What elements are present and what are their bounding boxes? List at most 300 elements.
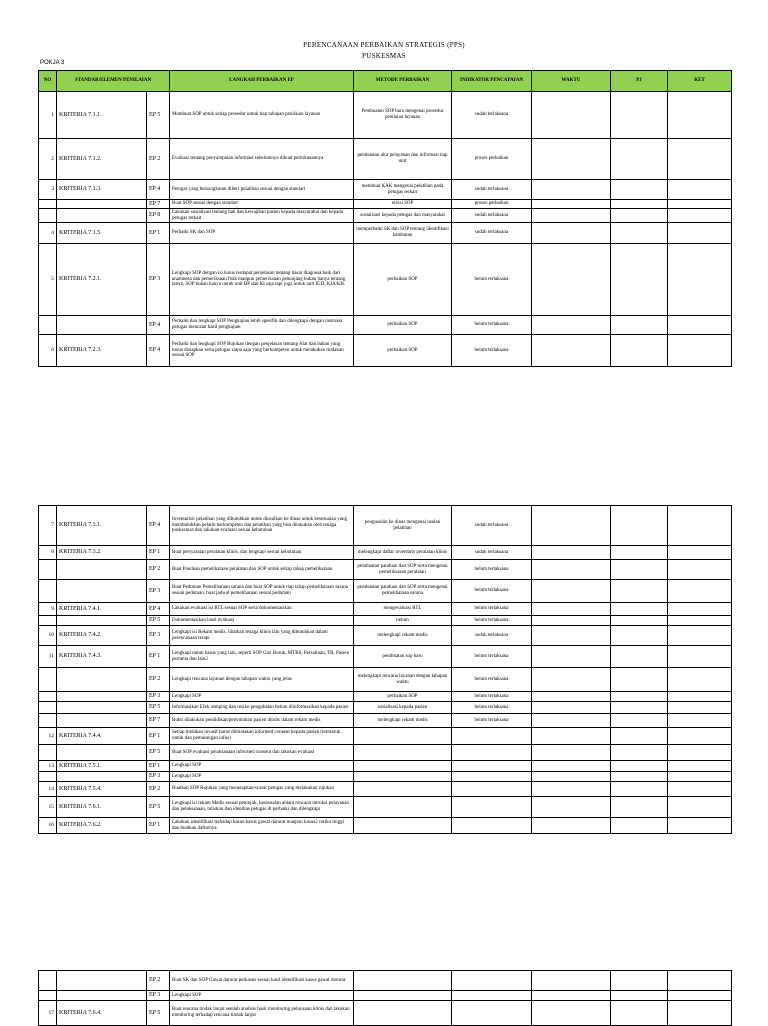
cell-langkah: Lakukan sosialisasi tentang hak dan kewajiban pasien kepada masyarakat dan kepada petugas terkait: [170, 209, 354, 223]
cell-ep: EP 2: [147, 139, 170, 180]
cell-standar: KRITERIA 7.2.1.: [57, 244, 147, 316]
cell-waktu: [532, 714, 611, 728]
cell-ep: EP 4: [147, 180, 170, 200]
cell-metode: Pembuatan SOP baru mengenai prosedur penilaian layanan: [354, 92, 452, 139]
cell-pj: [611, 782, 668, 797]
cell-ket: [668, 603, 732, 616]
cell-langkah: Buat SOP sesuai dengan standart: [170, 200, 354, 209]
cell-waktu: [532, 1001, 611, 1026]
cell-pj: [611, 991, 668, 1001]
cell-waktu: [532, 316, 611, 335]
cell-pj: [611, 180, 668, 200]
cell-indikator: [452, 782, 532, 797]
cell-ket: [668, 797, 732, 818]
cell-standar: KRITERIA 7.4.2.: [57, 626, 147, 646]
cell-standar: [57, 714, 147, 728]
cell-ket: [668, 244, 732, 316]
cell-ep: EP 7: [147, 714, 170, 728]
cell-waktu: [532, 761, 611, 772]
cell-ep: EP 3: [147, 244, 170, 316]
cell-langkah: Lakukan identifikasi terhadap kasus-kasus gawat darurat maupun kasus2 resiko tinggi dan buatkan daftarnya.: [170, 818, 354, 834]
cell-standar: [57, 692, 147, 702]
cell-metode: melengkapi rekam medis: [354, 626, 452, 646]
cell-metode: perbaikan SOP: [354, 335, 452, 367]
cell-ket: [668, 92, 732, 139]
cell-pj: [611, 772, 668, 782]
cell-no: 5: [39, 244, 57, 316]
cell-pj: [611, 316, 668, 335]
cell-metode: perbaikan SOP: [354, 244, 452, 316]
table-header-row: [39, 71, 732, 92]
cell-pj: [611, 603, 668, 616]
cell-standar: [57, 991, 147, 1001]
cell-pj: [611, 797, 668, 818]
cell-ket: [668, 616, 732, 626]
cell-indikator: belum terlaksana: [452, 244, 532, 316]
cell-pj: [611, 200, 668, 209]
cell-langkah: Dokumentasikan hasil evaluasi: [170, 616, 354, 626]
cell-metode: [354, 818, 452, 834]
cell-pj: [611, 971, 668, 991]
cell-no: 9: [39, 603, 57, 616]
cell-langkah: Lengkapi untuk kasus yang lain, seperti SOP Gizi Buruk, MTBS, Persalinan, TB, Pasien pertama dan lain2: [170, 646, 354, 668]
cell-waktu: [532, 603, 611, 616]
cell-pj: [611, 714, 668, 728]
cell-indikator: sudah terlaksana: [452, 506, 532, 546]
cell-ep: EP 2: [147, 782, 170, 797]
cell-pj: [611, 335, 668, 367]
cell-ket: [668, 991, 732, 1001]
table-row: [39, 745, 732, 761]
cell-ep: EP 5: [147, 745, 170, 761]
cell-langkah: Buat Pedoman Pemeliharaan sarana dan buat SOP untuk tiap tahap pemeliharaan sarana sesuai pedoman, buat jadwal pemeliharaan sesuai pedoman: [170, 580, 354, 603]
cell-no: [39, 668, 57, 692]
cell-metode: [354, 782, 452, 797]
cell-ket: [668, 646, 732, 668]
cell-ep: EP 3: [147, 772, 170, 782]
cell-metode: memperbaiki SK dan SOP tentang identifikasi hambatan: [354, 223, 452, 244]
table-row: [39, 200, 732, 209]
cell-metode: melengkapi rencana layanan dengan tahapan waktu: [354, 668, 452, 692]
cell-no: 7: [39, 506, 57, 546]
cell-ep: EP 2: [147, 560, 170, 580]
cell-indikator: sudah terlaksana: [452, 546, 532, 560]
cell-ket: [668, 506, 732, 546]
cell-indikator: [452, 818, 532, 834]
cell-standar: KRITERIA 7.4.4.: [57, 728, 147, 745]
cell-ket: [668, 772, 732, 782]
table-row: [39, 92, 732, 139]
cell-no: 2: [39, 139, 57, 180]
cell-no: 14: [39, 782, 57, 797]
cell-no: 6: [39, 335, 57, 367]
table-row: [39, 646, 732, 668]
cell-indikator: [452, 728, 532, 745]
cell-standar: KRITERIA 7.1.2.: [57, 139, 147, 180]
cell-no: [39, 745, 57, 761]
cell-langkah: Setiap tindakan invasif harus dimintakan informed consent kepada pasien (termasuk untuk dan pemasangan infus): [170, 728, 354, 745]
cell-waktu: [532, 209, 611, 223]
table-row: [39, 335, 732, 367]
cell-metode: [354, 991, 452, 1001]
cell-waktu: [532, 200, 611, 209]
cell-ep: EP 7: [147, 200, 170, 209]
cell-ep: EP 2: [147, 668, 170, 692]
pokja-label: POKJA 3: [40, 60, 65, 66]
cell-pj: [611, 546, 668, 560]
col-header-pj: PJ: [611, 71, 668, 92]
cell-langkah: Bukti dilakukan pendidikan/penyuluhan pasien ditulis dalam rekam medis: [170, 714, 354, 728]
cell-waktu: [532, 139, 611, 180]
cell-no: [39, 316, 57, 335]
cell-no: [39, 991, 57, 1001]
pps-table-page-3: [38, 970, 732, 1026]
table-row: [39, 316, 732, 335]
cell-standar: KRITERIA 7.1.3.: [57, 180, 147, 200]
col-header-metode: METODE PERBAIKAN: [354, 71, 452, 92]
cell-metode: pembuatan alur pelayanan dan informasi tiap unit: [354, 139, 452, 180]
cell-pj: [611, 92, 668, 139]
cell-ep: EP 4: [147, 316, 170, 335]
cell-pj: [611, 244, 668, 316]
cell-ket: [668, 316, 732, 335]
cell-pj: [611, 209, 668, 223]
cell-no: 1: [39, 92, 57, 139]
cell-indikator: [452, 745, 532, 761]
cell-ket: [668, 223, 732, 244]
cell-pj: [611, 761, 668, 772]
cell-standar: KRITERIA 7.3.2.: [57, 546, 147, 560]
cell-indikator: sudah terlaksana: [452, 626, 532, 646]
cell-metode: [354, 772, 452, 782]
table-row: [39, 139, 732, 180]
cell-langkah: Membuat SOP untuk setiap prosedur untuk tiap tahapan penilaian layanan: [170, 92, 354, 139]
cell-ket: [668, 818, 732, 834]
cell-langkah: Buatkan SOP Rujukan yang menetapkan/syarat petugas yang melakukan rujukan: [170, 782, 354, 797]
cell-langkah: Evaluasi tentang penyampaian informasi sebelumnya dibuat permintaannya: [170, 139, 354, 180]
cell-waktu: [532, 797, 611, 818]
cell-langkah: Buat SOP evaluasi pelaksanaan informed consent dan lakukan evaluasi: [170, 745, 354, 761]
cell-standar: KRITERIA 7.4.1.: [57, 603, 147, 616]
cell-indikator: sudah terlaksana: [452, 180, 532, 200]
cell-indikator: [452, 1001, 532, 1026]
cell-pj: [611, 692, 668, 702]
cell-ket: [668, 626, 732, 646]
table-row: [39, 991, 732, 1001]
cell-metode: belum: [354, 616, 452, 626]
cell-langkah: Lengkapi isi Rekam medis, libatkan tenaga klinis lain yang dibutuhkan dalam perencanaan terapi: [170, 626, 354, 646]
table-body-2: [39, 506, 732, 834]
cell-metode: [354, 745, 452, 761]
cell-pj: [611, 223, 668, 244]
cell-waktu: [532, 772, 611, 782]
cell-langkah: Lengkapi rencana layanan dengan tahapan waktu yang jelas: [170, 668, 354, 692]
cell-standar: KRITERIA 7.6.4.: [57, 1001, 147, 1026]
cell-metode: sosialisasi kepada pasien: [354, 702, 452, 714]
cell-langkah: Lengkapi SOP: [170, 692, 354, 702]
cell-ket: [668, 692, 732, 702]
cell-waktu: [532, 818, 611, 834]
cell-indikator: sudah terlaksana: [452, 92, 532, 139]
cell-standar: KRITERIA 7.4.3.: [57, 646, 147, 668]
table-row: [39, 797, 732, 818]
cell-standar: [57, 668, 147, 692]
cell-standar: KRITERIA 7.2.3.: [57, 335, 147, 367]
cell-ep: EP 1: [147, 761, 170, 772]
cell-pj: [611, 1001, 668, 1026]
cell-waktu: [532, 991, 611, 1001]
table-row: [39, 1001, 732, 1026]
cell-standar: [57, 209, 147, 223]
cell-indikator: belum terlaksana: [452, 560, 532, 580]
cell-indikator: [452, 772, 532, 782]
cell-ep: EP 3: [147, 626, 170, 646]
cell-waktu: [532, 335, 611, 367]
cell-ep: EP 5: [147, 702, 170, 714]
table-row: [39, 702, 732, 714]
table-row: [39, 616, 732, 626]
cell-ep: EP 4: [147, 506, 170, 546]
cell-indikator: [452, 761, 532, 772]
cell-ep: EP 3: [147, 692, 170, 702]
cell-pj: [611, 745, 668, 761]
cell-metode: perbaikan SOP: [354, 692, 452, 702]
cell-waktu: [532, 626, 611, 646]
cell-waktu: [532, 782, 611, 797]
cell-langkah: Informasikan Efek samping dan resiko pengobatan belum diinformasikan kepada pasien: [170, 702, 354, 714]
cell-waktu: [532, 692, 611, 702]
cell-pj: [611, 818, 668, 834]
cell-ep: EP 5: [147, 797, 170, 818]
cell-ket: [668, 1001, 732, 1026]
cell-standar: KRITERIA 7.6.1.: [57, 797, 147, 818]
table-row: [39, 818, 732, 834]
cell-ket: [668, 668, 732, 692]
cell-indikator: proses perbaikan: [452, 200, 532, 209]
cell-ket: [668, 782, 732, 797]
table-row: [39, 546, 732, 560]
cell-no: [39, 209, 57, 223]
cell-langkah: Inventarisir pelatihan yang dibutuhkan untuk diusulkan ke dinas untuk kesesuaian yang membutuhkan pelatih berkompeten dan pelatihan yang bisa dilakukan oleh tenaga puskesmas dan lakukan evaluasi sesuai kebutuhan: [170, 506, 354, 546]
cell-pj: [611, 702, 668, 714]
cell-standar: [57, 702, 147, 714]
cell-metode: perbaikan SOP: [354, 316, 452, 335]
col-header-waktu: WAKTU: [532, 71, 611, 92]
cell-standar: [57, 772, 147, 782]
table-row: [39, 209, 732, 223]
cell-ket: [668, 560, 732, 580]
cell-metode: sosialisasi kepada petugas dan masyarakat: [354, 209, 452, 223]
table-row: [39, 626, 732, 646]
cell-indikator: belum terlaksana: [452, 668, 532, 692]
cell-standar: [57, 616, 147, 626]
cell-no: 8: [39, 546, 57, 560]
cell-ket: [668, 180, 732, 200]
cell-standar: [57, 200, 147, 209]
cell-langkah: Perbaiki SK dan SOP: [170, 223, 354, 244]
cell-pj: [611, 616, 668, 626]
cell-indikator: belum terlaksana: [452, 692, 532, 702]
table-row: [39, 603, 732, 616]
cell-langkah: Lengkapi isi rekam Medis sesuai petunjuk, kesesuaian antara rencana intruksi pelayanan dan pelaksanaan, tuliskan dan identitas petugas di perbaiki dan dilengkapi: [170, 797, 354, 818]
cell-ep: EP 1: [147, 546, 170, 560]
cell-no: 10: [39, 626, 57, 646]
cell-indikator: [452, 991, 532, 1001]
table-row: [39, 761, 732, 772]
cell-ket: [668, 728, 732, 745]
cell-langkah: Buat persyaratan peralatan klinis, dan lengkapi sesuai kebutuhan: [170, 546, 354, 560]
cell-no: [39, 200, 57, 209]
cell-waktu: [532, 223, 611, 244]
cell-no: [39, 772, 57, 782]
document-title: PERENCANAAN PERBAIKAN STRATEGIS (PPS): [303, 41, 465, 49]
cell-ep: EP 8: [147, 209, 170, 223]
cell-metode: melengkapi daftar inventaris peralatan klinis: [354, 546, 452, 560]
cell-waktu: [532, 244, 611, 316]
cell-no: [39, 616, 57, 626]
table-row: [39, 782, 732, 797]
cell-langkah: Lengkapi SOP dengan isi harus terdapat penjelasan tentang dasar diagnosa baik dari anamnesa dan pemeriksaan fisik maupun pemeriksaan penunjang bukan hanya tentang tanya, SOP bukan hanya untuk unit BP dan KI saja tapi juga untuk unit IGD, KIA/KB.: [170, 244, 354, 316]
table-row: [39, 560, 732, 580]
cell-ep: EP 4: [147, 335, 170, 367]
cell-metode: [354, 728, 452, 745]
cell-no: [39, 702, 57, 714]
cell-waktu: [532, 180, 611, 200]
cell-pj: [611, 580, 668, 603]
cell-standar: KRITERIA 7.1.5.: [57, 223, 147, 244]
cell-waktu: [532, 971, 611, 991]
cell-no: [39, 560, 57, 580]
cell-waktu: [532, 702, 611, 714]
col-header-indikator: INDIKATOR PENCAPAIAN: [452, 71, 532, 92]
pps-table-page-1: [38, 70, 732, 367]
cell-standar: [57, 971, 147, 991]
cell-no: 16: [39, 818, 57, 834]
cell-waktu: [532, 92, 611, 139]
table-row: [39, 692, 732, 702]
cell-langkah: Buat Panduan pemeliharaan peralatan dan SOP untuk setiap tahap pemeliharaan: [170, 560, 354, 580]
cell-standar: KRITERIA 7.3.1.: [57, 506, 147, 546]
cell-waktu: [532, 668, 611, 692]
cell-ket: [668, 335, 732, 367]
cell-metode: [354, 797, 452, 818]
cell-indikator: belum terlaksana: [452, 580, 532, 603]
cell-no: [39, 580, 57, 603]
table-row: [39, 223, 732, 244]
cell-ket: [668, 139, 732, 180]
cell-standar: KRITERIA 7.6.2.: [57, 818, 147, 834]
cell-indikator: belum terlaksana: [452, 702, 532, 714]
cell-ket: [668, 580, 732, 603]
cell-ep: EP 1: [147, 728, 170, 745]
cell-ep: EP 3: [147, 991, 170, 1001]
cell-ket: [668, 200, 732, 209]
table-row: [39, 971, 732, 991]
cell-ep: EP 2: [147, 971, 170, 991]
cell-no: 13: [39, 761, 57, 772]
table-row: [39, 772, 732, 782]
cell-indikator: belum terlaksana: [452, 603, 532, 616]
cell-waktu: [532, 546, 611, 560]
cell-standar: [57, 560, 147, 580]
cell-ep: EP 1: [147, 223, 170, 244]
cell-ket: [668, 209, 732, 223]
cell-no: [39, 714, 57, 728]
cell-indikator: sudah terlaksana: [452, 209, 532, 223]
cell-indikator: belum terlaksana: [452, 646, 532, 668]
pps-table-page-2: [38, 505, 732, 834]
cell-ket: [668, 546, 732, 560]
cell-ket: [668, 971, 732, 991]
table-body-3: [39, 971, 732, 1026]
table-row: [39, 580, 732, 603]
cell-ket: [668, 761, 732, 772]
cell-ep: EP 3: [147, 580, 170, 603]
cell-indikator: belum terlaksana: [452, 616, 532, 626]
cell-pj: [611, 668, 668, 692]
cell-standar: KRITERIA 7.5.4.: [57, 782, 147, 797]
cell-metode: pembuatan panduan dan SOP serta mengenai pemeliharaan peralatan: [354, 560, 452, 580]
cell-standar: KRITERIA 7.1.1.: [57, 92, 147, 139]
cell-waktu: [532, 580, 611, 603]
cell-standar: [57, 316, 147, 335]
table-body-1: [39, 92, 732, 367]
col-header-langkah: LANGKAH PERBAIKAN EP: [170, 71, 354, 92]
table-row: [39, 506, 732, 546]
cell-langkah: Perbaiki dan lengkapi SOP Rujukan dengan penjelasan tentang Alat dan bahan yang harus disiapkan serta petugas siapa saja yang berkompeten untuk melakukan tindakan sesuai SOP: [170, 335, 354, 367]
cell-ep: EP 5: [147, 1001, 170, 1026]
cell-langkah: Lakukan evaluasi isi RTL sesuai SOP serta dokumentasikan: [170, 603, 354, 616]
cell-waktu: [532, 646, 611, 668]
col-header-standar: STANDAR/ELEMEN PENILAIAN: [57, 71, 170, 92]
cell-metode: pengusulan ke dinas mengenai usulan pelatihan: [354, 506, 452, 546]
cell-langkah: Buat rencana tindak lanjut setelah analisis hasil monitoring pelayanan klinis dan lakukan monitoring terhadap rencana tindak lanjut: [170, 1001, 354, 1026]
cell-langkah: Lengkapi SOP: [170, 772, 354, 782]
table-row: [39, 714, 732, 728]
cell-metode: pembuatan panduan dan SOP serta mengenai pemeliharaan sarana: [354, 580, 452, 603]
cell-indikator: belum terlaksana: [452, 714, 532, 728]
cell-no: [39, 692, 57, 702]
cell-standar: KRITERIA 7.5.1.: [57, 761, 147, 772]
cell-waktu: [532, 728, 611, 745]
cell-metode: [354, 761, 452, 772]
cell-waktu: [532, 616, 611, 626]
table-row: [39, 728, 732, 745]
cell-standar: [57, 580, 147, 603]
cell-indikator: [452, 971, 532, 991]
cell-indikator: belum terlaksana: [452, 335, 532, 367]
cell-waktu: [532, 560, 611, 580]
cell-ep: EP 5: [147, 616, 170, 626]
cell-metode: [354, 1001, 452, 1026]
cell-langkah: Lengkapi SOP: [170, 991, 354, 1001]
cell-metode: revisi SOP: [354, 200, 452, 209]
cell-pj: [611, 728, 668, 745]
cell-indikator: sudah terlaksana: [452, 223, 532, 244]
col-header-no: NO: [39, 71, 57, 92]
cell-indikator: proses perbaikan: [452, 139, 532, 180]
cell-no: [39, 971, 57, 991]
cell-metode: melengkapi rekam medis: [354, 714, 452, 728]
cell-no: 12: [39, 728, 57, 745]
cell-pj: [611, 506, 668, 546]
cell-ket: [668, 745, 732, 761]
cell-pj: [611, 139, 668, 180]
cell-langkah: Lengkapi SOP: [170, 761, 354, 772]
cell-pj: [611, 646, 668, 668]
cell-langkah: Petugas yang bersangkutan diberi pelatihan sesuai dengan standart: [170, 180, 354, 200]
cell-langkah: Perbaiki dan lengkapi SOP Pengkajian lebih spesifik dan dilengkapi dengan instruksi petugas mencatat hasil pengkajian: [170, 316, 354, 335]
